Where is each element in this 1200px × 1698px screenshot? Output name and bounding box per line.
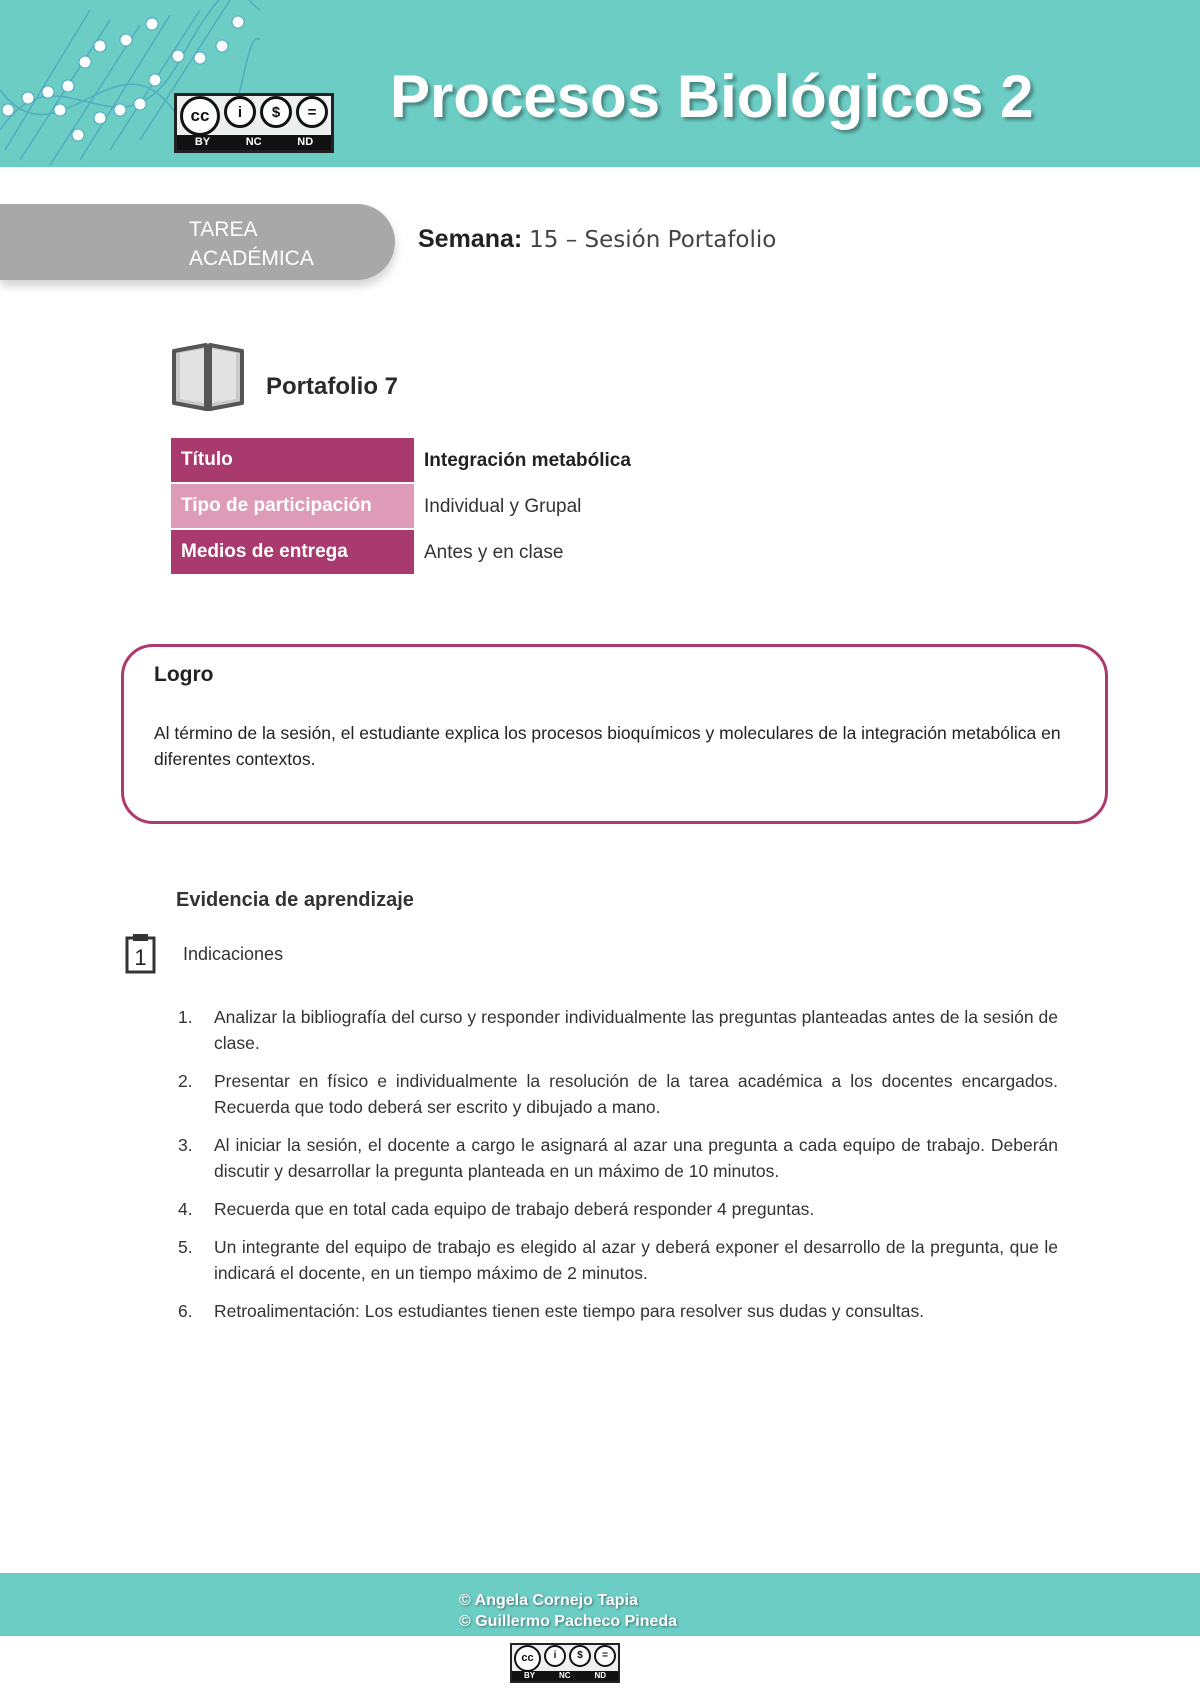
license-label-nc: NC — [245, 136, 262, 148]
logro-text: Al término de la sesión, el estudiante explica los procesos bioquímicos y moleculares de la integración metabólica en diferentes contextos. — [154, 723, 1061, 769]
nc-dollar-icon: $ — [260, 96, 292, 128]
task-type-label — [189, 215, 314, 273]
table-label: Tipo de participación — [171, 484, 414, 530]
page-title: Procesos Biológicos 2 — [390, 63, 1034, 130]
list-item — [170, 1196, 1058, 1222]
clipboard-icon — [124, 932, 158, 974]
table-value: Integración metabólica — [424, 450, 631, 471]
step-number: 4. — [178, 1199, 193, 1219]
table-row — [171, 484, 744, 530]
by-person-icon: i — [224, 96, 256, 128]
step-number: 5. — [178, 1237, 193, 1257]
license-label-by: BY — [523, 1671, 536, 1680]
task-type-line2: ACADÉMICA — [189, 247, 314, 270]
license-label-by: BY — [194, 136, 211, 148]
license-label-nd: ND — [594, 1671, 607, 1680]
cc-circle-icon: cc — [180, 96, 220, 136]
portfolio-title: Portafolio 7 — [266, 373, 399, 400]
table-row — [171, 438, 744, 484]
evidence-title: Evidencia de aprendizaje — [176, 889, 414, 911]
table-value: Antes y en clase — [424, 542, 564, 563]
table-label: Medios de entrega — [171, 530, 414, 576]
step-text: Recuerda que en total cada equipo de trabajo deberá responder 4 preguntas. — [214, 1199, 815, 1219]
license-label-nc: NC — [558, 1671, 571, 1680]
footer-credits — [459, 1590, 677, 1632]
list-item — [170, 1004, 1058, 1056]
info-table — [171, 438, 744, 576]
step-text: Presentar en físico e individualmente la resolución de la tarea académica a los docentes encargados. Recuerda que todo deberá ser escrito y dibujado a mano. — [214, 1071, 1058, 1117]
footer-credit-line: © Angela Cornejo Tapia — [459, 1592, 638, 1609]
week-line — [418, 225, 776, 254]
table-value: Individual y Grupal — [424, 496, 582, 517]
table-label: Título — [171, 438, 414, 484]
step-text: Al iniciar la sesión, el docente a cargo le asignará al azar una pregunta a cada equipo de trabajo. Deberán discutir y desarrollar la pregunta planteada en un máximo de 10 minutos. — [214, 1135, 1058, 1181]
week-label: Semana: — [418, 225, 523, 253]
list-item — [170, 1234, 1058, 1286]
cc-license-icon — [510, 1643, 620, 1683]
list-item — [170, 1132, 1058, 1184]
license-label-nd: ND — [297, 136, 314, 148]
step-number: 6. — [178, 1301, 193, 1321]
table-row — [171, 530, 744, 576]
task-type-line1: TAREA — [189, 218, 258, 241]
book-icon — [170, 343, 246, 413]
footer-credit-line: © Guillermo Pacheco Pineda — [459, 1613, 678, 1630]
steps-list — [170, 1004, 1058, 1336]
instructions-label: Indicaciones — [183, 944, 284, 964]
nd-equals-icon: = — [296, 96, 328, 128]
step-number: 3. — [178, 1135, 193, 1155]
cc-license-icon — [174, 93, 334, 153]
week-value: 15 – Sesión Portafolio — [529, 227, 777, 253]
step-text: Retroalimentación: Los estudiantes tienen este tiempo para resolver sus dudas y consultas. — [214, 1301, 925, 1321]
step-text: Un integrante del equipo de trabajo es elegido al azar y deberá exponer el desarrollo de la pregunta, que le indicará el docente, en un tiempo máximo de 2 minutos. — [214, 1237, 1058, 1283]
list-item — [170, 1068, 1058, 1120]
list-item — [170, 1298, 1058, 1324]
step-number: 1. — [178, 1007, 193, 1027]
step-number: 2. — [178, 1071, 193, 1091]
step-text: Analizar la bibliografía del curso y responder individualmente las preguntas planteadas antes de la sesión de clase. — [214, 1007, 1058, 1053]
clipboard-number: 1 — [134, 945, 147, 970]
by-person-icon: i — [544, 1645, 566, 1667]
nc-dollar-icon: $ — [569, 1645, 591, 1667]
cc-circle-icon: cc — [514, 1645, 541, 1672]
nd-equals-icon: = — [594, 1645, 616, 1667]
logro-title: Logro — [154, 663, 214, 686]
